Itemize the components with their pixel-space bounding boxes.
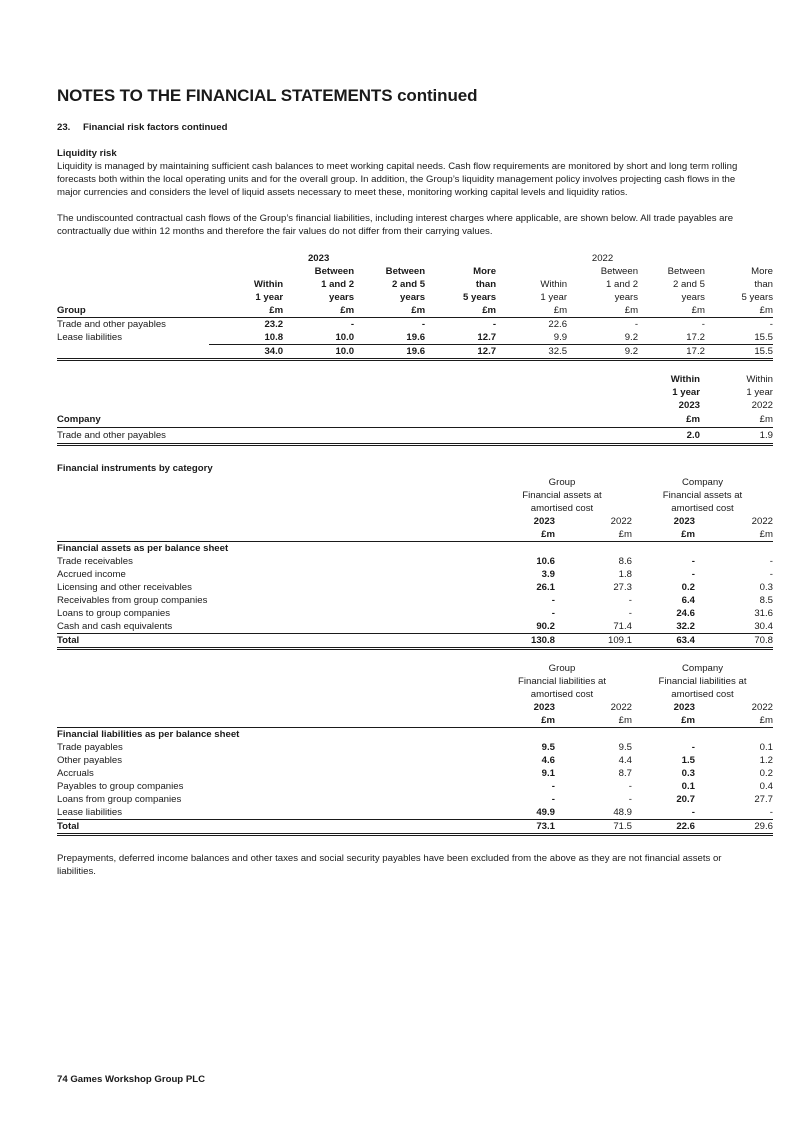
- cell-value: 8.6: [618, 556, 632, 567]
- column-header: 2022: [610, 702, 632, 713]
- column-header: 2023: [678, 400, 700, 411]
- column-header: 2022: [751, 400, 773, 411]
- table-row: [57, 806, 773, 820]
- cell-value: -: [691, 569, 695, 580]
- column-header: 5 years: [741, 292, 773, 303]
- cell-value: 24.6: [676, 608, 695, 619]
- unit-label: £m: [425, 304, 496, 318]
- cell-value: -: [769, 569, 773, 580]
- total-value: 109.1: [555, 634, 632, 649]
- financial-liabilities-table: [57, 662, 773, 836]
- units-row: [57, 304, 773, 318]
- column-header: Between: [667, 266, 705, 277]
- row-label: Licensing and other receivables: [57, 582, 192, 593]
- row-label: Accruals: [57, 768, 94, 779]
- column-header: 2023: [533, 516, 555, 527]
- unit-label: £m: [354, 304, 425, 318]
- header-row-1: [57, 265, 773, 278]
- cell-value: -: [551, 595, 555, 606]
- cell-value: -: [691, 556, 695, 567]
- cell-value: 1.8: [618, 569, 632, 580]
- unit-label: £m: [632, 528, 695, 542]
- cell-value: 0.2: [759, 768, 773, 779]
- table-row: [57, 428, 773, 445]
- section-label: Financial liabilities as per balance sheet: [57, 729, 240, 740]
- total-value: 12.7: [425, 345, 496, 360]
- column-header: 1 year: [672, 387, 700, 398]
- cell-value: -: [691, 807, 695, 818]
- column-header: Within: [253, 279, 284, 290]
- table-row: [57, 581, 773, 594]
- exclusions-footnote: Prepayments, deferred income balances and other taxes and social security payables have been excluded from the above as they are not financial assets or liabilities.: [57, 853, 722, 877]
- table-row: [57, 780, 773, 793]
- unit-label: £m: [632, 714, 695, 728]
- column-header: 2022: [610, 516, 632, 527]
- column-header: than: [475, 279, 497, 290]
- cell-value: -: [769, 807, 773, 818]
- row-label: Payables to group companies: [57, 781, 184, 792]
- total-value: 22.6: [632, 820, 695, 835]
- total-value: 17.2: [638, 345, 705, 360]
- total-value: 10.0: [283, 345, 354, 360]
- category-description: Financial assets at: [522, 490, 602, 501]
- table-row: [57, 331, 773, 345]
- cell-value: 4.6: [541, 755, 555, 766]
- cell-value: -: [551, 608, 555, 619]
- unit-label: £m: [555, 714, 632, 728]
- column-header: 2 and 5: [392, 279, 426, 290]
- section-heading: [57, 121, 227, 134]
- row-label: Loans to group companies: [57, 608, 171, 619]
- cell-value: -: [691, 742, 695, 753]
- financial-assets-table: [57, 476, 773, 650]
- row-label: Trade payables: [57, 742, 123, 753]
- category-description: Financial liabilities at: [658, 676, 747, 687]
- cell-value: -: [769, 319, 773, 330]
- table-row: [57, 620, 773, 634]
- cell-value: 30.4: [754, 621, 773, 632]
- cell-value: 26.1: [536, 582, 555, 593]
- group-label: Group: [548, 477, 576, 488]
- row-label: Receivables from group companies: [57, 595, 208, 606]
- column-header: Within: [670, 374, 700, 385]
- total-value: 130.8: [492, 634, 555, 649]
- row-label: Lease liabilities: [57, 807, 123, 818]
- cell-value: 10.6: [536, 556, 555, 567]
- row-label: Other payables: [57, 755, 123, 766]
- cell-value: 0.4: [759, 781, 773, 792]
- column-header: More: [473, 266, 497, 277]
- cell-value: -: [628, 595, 632, 606]
- unit-label: £m: [492, 714, 555, 728]
- cell-value: 8.7: [618, 768, 632, 779]
- total-label: Total: [57, 820, 492, 835]
- unit-label: £m: [492, 528, 555, 542]
- cell-value: 8.5: [759, 595, 773, 606]
- section-number: 23.: [57, 122, 71, 133]
- cell-value: 9.2: [624, 332, 639, 343]
- total-value: 73.1: [492, 820, 555, 835]
- cell-value: 23.2: [264, 319, 284, 330]
- cell-value: 12.7: [477, 332, 497, 343]
- category-description: amortised cost: [671, 689, 734, 700]
- cell-value: 9.5: [618, 742, 632, 753]
- cell-value: 27.7: [754, 794, 773, 805]
- column-header: 2023: [673, 702, 695, 713]
- year-2023-header: 2023: [307, 253, 330, 264]
- unit-label: £m: [638, 304, 705, 318]
- column-header: 1 year: [540, 292, 568, 303]
- column-header: 1 and 2: [606, 279, 639, 290]
- row-label: Trade receivables: [57, 556, 133, 567]
- cell-value: 27.3: [613, 582, 632, 593]
- column-header: Within: [746, 374, 773, 385]
- page-footer: 74 Games Workshop Group PLC: [57, 1074, 206, 1085]
- table-row: [57, 741, 773, 754]
- table-row: [57, 793, 773, 806]
- total-value: 29.6: [695, 820, 773, 835]
- liquidity-risk-heading: Liquidity risk: [57, 148, 117, 159]
- cell-value: -: [421, 319, 426, 330]
- column-header: [209, 265, 283, 278]
- cell-value: 90.2: [536, 621, 555, 632]
- column-header: years: [400, 292, 426, 303]
- cell-value: 6.4: [681, 595, 695, 606]
- unit-label: £m: [705, 304, 773, 318]
- cell-value: 17.2: [686, 332, 705, 343]
- year-header-row: [57, 252, 773, 265]
- table-row: [57, 767, 773, 780]
- unit-label: £m: [695, 714, 773, 728]
- row-label: Loans from group companies: [57, 794, 182, 805]
- cell-value: -: [492, 319, 497, 330]
- column-header: Between: [314, 266, 355, 277]
- category-description: amortised cost: [530, 689, 594, 700]
- table-row: [57, 607, 773, 620]
- column-header: 2023: [673, 516, 695, 527]
- total-value: 15.5: [705, 345, 773, 360]
- group-label: Group: [548, 663, 576, 674]
- category-description: Financial liabilities at: [518, 676, 606, 687]
- cell-value: 2.0: [627, 428, 700, 445]
- cell-value: -: [628, 794, 632, 805]
- cell-value: 15.5: [754, 332, 773, 343]
- header-row-3: [57, 291, 773, 304]
- company-label: Company: [681, 663, 724, 674]
- unit-label: £m: [496, 304, 567, 318]
- column-header: 2023: [533, 702, 555, 713]
- total-value: 71.5: [555, 820, 632, 835]
- company-label: Company: [681, 477, 724, 488]
- liquidity-paragraph: Liquidity is managed by maintaining sufficient cash balances to meet working capital needs. Cash flow requirements are monitored by short and long term rolling forecasts both within the local operating units and for the overall group. In addition, the Group’s liquidity management policy involves projecting cash flows in the major currencies and considers the level of liquid assets necessary to meet these, monitoring working capital levels and liquidity ratios.: [57, 161, 738, 198]
- unit-label: £m: [567, 304, 638, 318]
- column-header: 1 year: [255, 292, 284, 303]
- total-value: 34.0: [209, 345, 283, 360]
- cell-value: 10.0: [335, 332, 355, 343]
- column-header: 2022: [751, 702, 773, 713]
- category-description: amortised cost: [671, 503, 734, 514]
- cell-value: -: [551, 794, 555, 805]
- total-value: 9.2: [567, 345, 638, 360]
- unit-label: £m: [700, 412, 773, 428]
- table-row: [57, 594, 773, 607]
- cash-flow-paragraph: The undiscounted contractual cash flows of the Group’s financial liabilities, including interest charges where applicable, are shown below. All trade payables are contractually due within 12 months and therefore the fair values do not differ from their carrying values.: [57, 213, 734, 237]
- column-header: Within: [540, 279, 568, 290]
- section-title: Financial risk factors continued: [83, 122, 228, 133]
- cell-value: -: [551, 781, 555, 792]
- total-row: [57, 345, 773, 360]
- row-label: Cash and cash equivalents: [57, 621, 173, 632]
- cell-value: 1.2: [759, 755, 773, 766]
- row-label: Lease liabilities: [57, 332, 123, 344]
- row-label-group: Group: [57, 304, 209, 318]
- cell-value: 0.3: [759, 582, 773, 593]
- unit-label: £m: [695, 528, 773, 542]
- column-header: 1 and 2: [321, 279, 355, 290]
- unit-label: £m: [555, 528, 632, 542]
- column-header: Between: [600, 266, 639, 277]
- cell-value: 22.6: [548, 319, 568, 330]
- column-header: years: [614, 292, 639, 303]
- header-row-2: [57, 278, 773, 291]
- cell-value: 0.1: [681, 781, 695, 792]
- column-header: than: [754, 279, 773, 290]
- cell-value: 0.3: [681, 768, 695, 779]
- group-maturity-table: [57, 252, 773, 361]
- cell-value: 19.6: [406, 332, 426, 343]
- column-header: years: [329, 292, 355, 303]
- instruments-heading: Financial instruments by category: [57, 463, 213, 474]
- total-value: 19.6: [354, 345, 425, 360]
- unit-label: £m: [283, 304, 354, 318]
- cell-value: -: [628, 781, 632, 792]
- total-row: [57, 634, 773, 649]
- unit-label: £m: [209, 304, 283, 318]
- cell-value: -: [701, 319, 705, 330]
- cell-value: 0.1: [759, 742, 773, 753]
- column-header: 5 years: [463, 292, 497, 303]
- cell-value: 31.6: [754, 608, 773, 619]
- cell-value: 3.9: [541, 569, 555, 580]
- category-description: Financial assets at: [662, 490, 743, 501]
- total-value: 63.4: [632, 634, 695, 649]
- total-value: 70.8: [695, 634, 773, 649]
- row-label: Trade and other payables: [57, 428, 627, 445]
- cell-value: 4.4: [618, 755, 632, 766]
- row-label: Trade and other payables: [57, 319, 166, 330]
- column-header: [496, 265, 567, 278]
- total-row: [57, 820, 773, 835]
- unit-label: £m: [627, 412, 700, 428]
- row-label-company: Company: [57, 412, 627, 428]
- category-description: amortised cost: [530, 503, 594, 514]
- section-label: Financial assets as per balance sheet: [57, 543, 229, 554]
- column-header: More: [751, 266, 773, 277]
- company-payables-table: [57, 373, 773, 446]
- column-header: 2022: [751, 516, 773, 527]
- table-row: [57, 568, 773, 581]
- cell-value: 9.5: [541, 742, 555, 753]
- cell-value: -: [628, 608, 632, 619]
- cell-value: 48.9: [613, 807, 632, 818]
- cell-value: 0.2: [681, 582, 695, 593]
- cell-value: -: [634, 319, 639, 330]
- cell-value: 71.4: [613, 621, 632, 632]
- cell-value: 1.5: [681, 755, 695, 766]
- page-title: NOTES TO THE FINANCIAL STATEMENTS continued: [57, 86, 478, 105]
- cell-value: -: [769, 556, 773, 567]
- cell-value: 9.9: [553, 332, 568, 343]
- cell-value: 9.1: [541, 768, 555, 779]
- cell-value: 49.9: [536, 807, 555, 818]
- cell-value: 1.9: [700, 428, 773, 445]
- total-value: 32.5: [496, 345, 567, 360]
- table-row: [57, 555, 773, 568]
- table-row: [57, 754, 773, 767]
- cell-value: -: [350, 319, 355, 330]
- cell-value: 32.2: [676, 621, 695, 632]
- column-header: 2 and 5: [672, 279, 705, 290]
- cell-value: 10.8: [264, 332, 284, 343]
- column-header: years: [681, 292, 705, 303]
- year-2022-header: 2022: [591, 253, 614, 264]
- total-label: Total: [57, 634, 492, 649]
- cell-value: 20.7: [676, 794, 695, 805]
- row-label: Accrued income: [57, 569, 126, 580]
- column-header: 1 year: [746, 387, 773, 398]
- column-header: Between: [385, 266, 426, 277]
- table-row: [57, 318, 773, 332]
